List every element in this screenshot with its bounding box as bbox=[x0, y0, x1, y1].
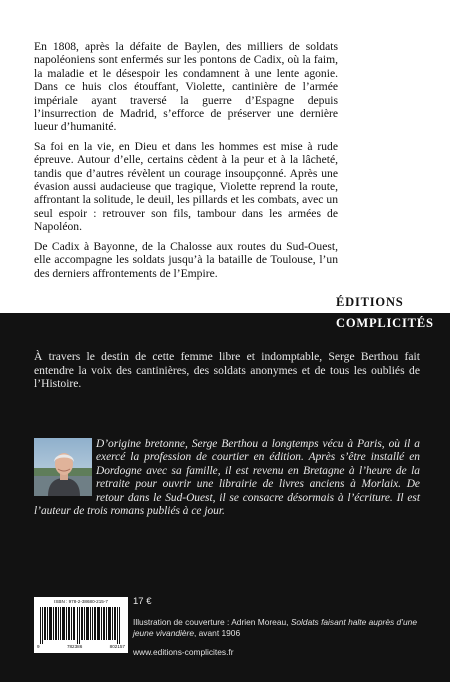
barcode-digits-left: 782386 bbox=[66, 644, 83, 649]
credit-title: Soldats faisant halte auprès d’une jeune vivandière bbox=[133, 617, 417, 638]
isbn-text: ISBN : 978-2-38680-215-7 bbox=[54, 599, 108, 604]
publisher-line-1: ÉDITIONS bbox=[328, 292, 450, 312]
credit-prefix: Illustration de couverture : Adrien Moreau, bbox=[133, 617, 291, 627]
back-cover-top-panel bbox=[0, 0, 450, 313]
synopsis bbox=[34, 40, 338, 286]
author-section bbox=[34, 438, 420, 518]
barcode bbox=[34, 597, 128, 653]
website-url: www.editions-complicites.fr bbox=[133, 647, 234, 657]
price: 17 € bbox=[133, 596, 152, 607]
author-photo bbox=[34, 438, 92, 496]
synopsis-paragraph-1: En 1808, après la défaite de Baylen, des milliers de soldats napoléoniens sont enfermés sur les pontons de Cadix, où la faim, la maladie et le désespoir les condamnent à une lente agonie. Dans ce huis clos étouffant, Violette, cantinière de l’armée impériale ayant traversé la guerre d’Espagne depuis l’insurrection de Madrid, s’efforce de préserver une dernière lueur d’humanité. bbox=[34, 40, 338, 134]
barcode-digits-right: 802157 bbox=[109, 644, 125, 649]
synopsis-paragraph-2: Sa foi en la vie, en Dieu et dans les hommes est mise à rude épreuve. Autour d’elle, certains cèdent à la peur et à la lâcheté, tandis que d’autres révèlent un courage insoupçonné. Après une évasion aussi audacieuse que tragique, Violette reprend la route, affrontant la solitude, le deuil, les pillards et les combats, avec un seul espoir : retrouver son fils, tambour dans les armées de Napoléon. bbox=[34, 139, 338, 234]
publisher-logo bbox=[328, 292, 450, 332]
cover-credit bbox=[133, 617, 423, 639]
blurb: À travers le destin de cette femme libre et indomptable, Serge Berthou fait entendre la voix des cantinières, des soldats anonymes et de tous les oubliés de l’Histoire. bbox=[34, 350, 420, 391]
barcode-digits bbox=[34, 644, 128, 649]
synopsis-paragraph-3: De Cadix à Bayonne, de la Chalosse aux routes du Sud-Ouest, elle accompagne les soldats jusqu’à la bataille de Toulouse, l’un des derniers affrontements de l’Empire. bbox=[34, 239, 338, 280]
publisher-line-2: COMPLICITÉS bbox=[328, 312, 450, 332]
barcode-bars bbox=[40, 607, 122, 644]
barcode-digit-lead: 9 bbox=[37, 644, 40, 649]
credit-suffix: , avant 1906 bbox=[194, 628, 241, 638]
author-bio-text: D’origine bretonne, Serge Berthou a longtemps vécu à Paris, où il a exercé la profession de courtier en édition. Après s’être installé en Dordogne avec sa famille, il est revenu en Bretagne à l’heure de la retraite pour ouvrir une librairie de livres anciens à Morlaix. De retour dans le Sud-Ouest, il se consacre désormais à l’écriture. Il est l’auteur de trois romans publiés à ce jour. bbox=[34, 438, 420, 518]
